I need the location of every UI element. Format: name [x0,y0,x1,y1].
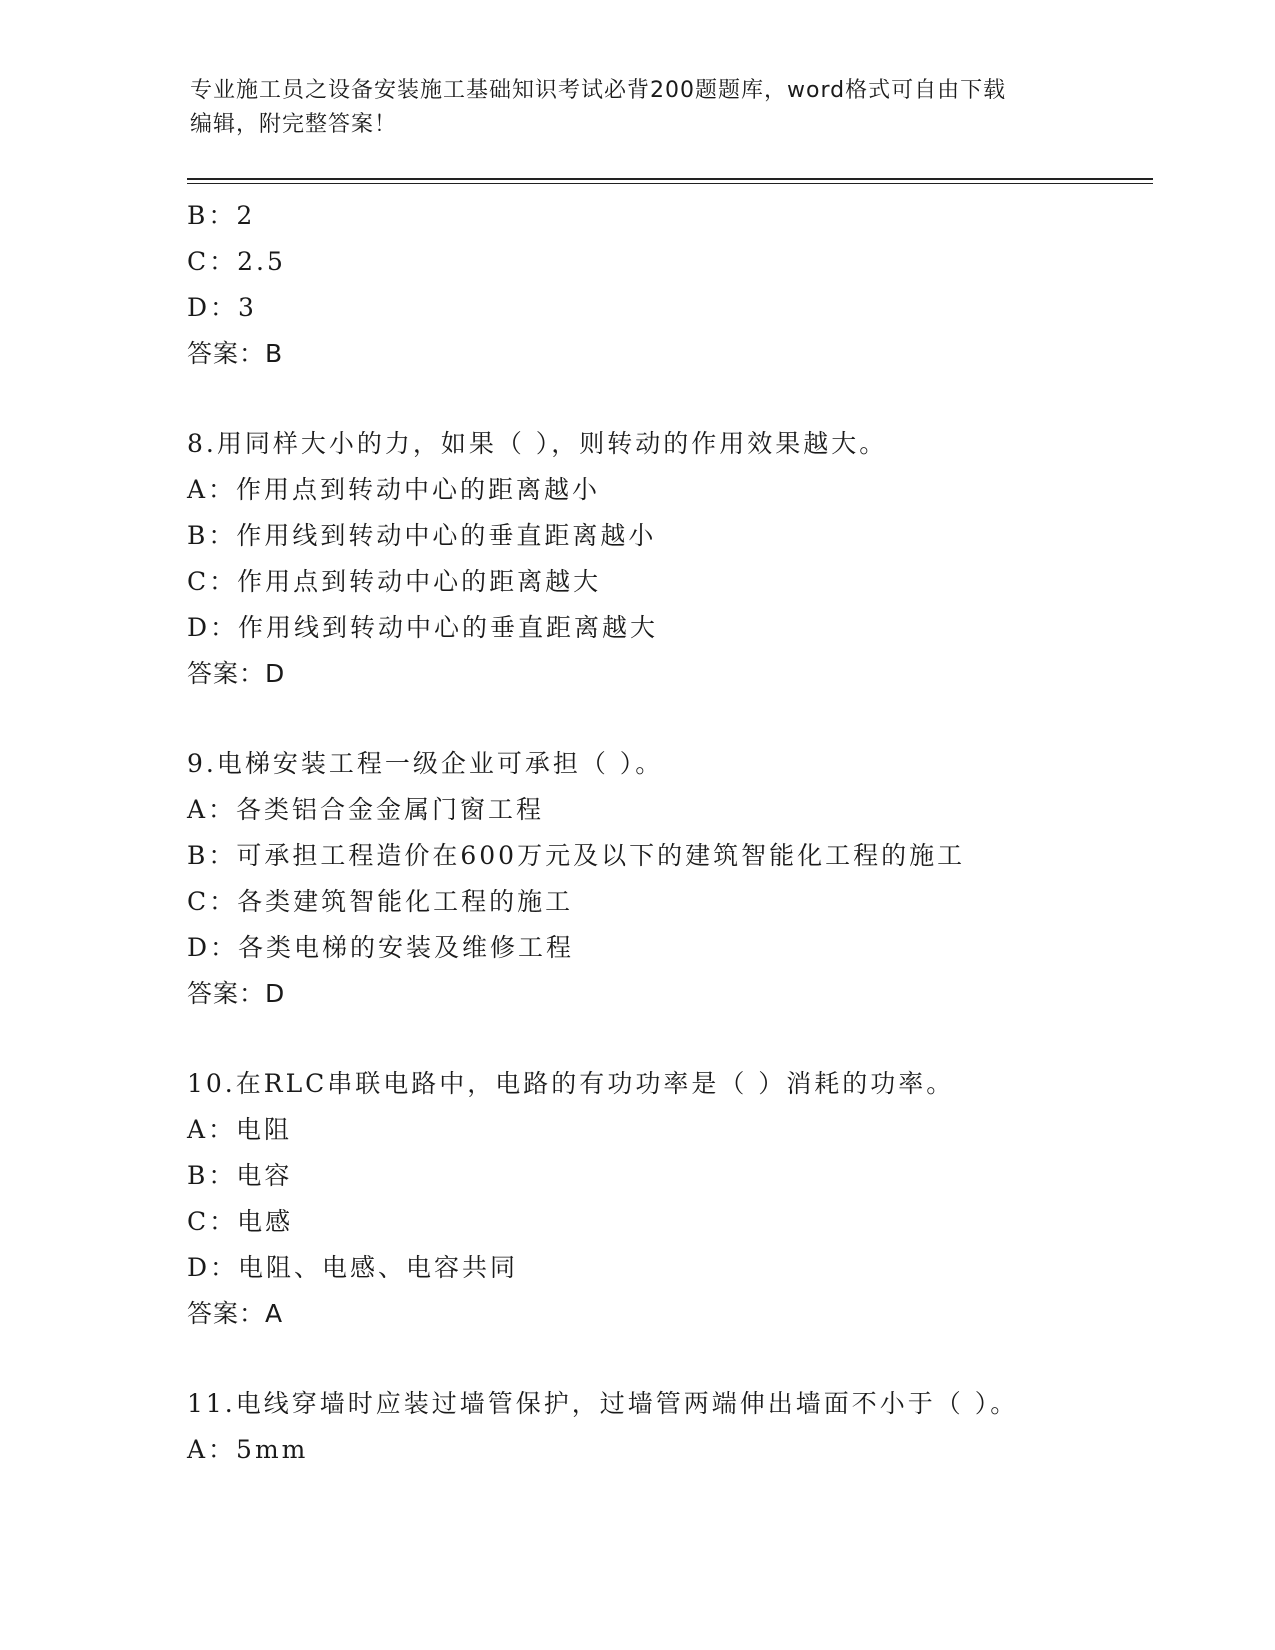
option-d: D：3 [187,293,257,322]
option-d: D：作用线到转动中心的垂直距离越大 [187,613,659,642]
question-9 [187,741,1153,1017]
spacer [187,1017,1153,1061]
spacer [187,697,1153,741]
question-7-continuation [187,193,1153,377]
answer-line: 答案：D [187,979,286,1008]
option-b: B：2 [187,201,256,230]
option-d: D：电阻、电感、电容共同 [187,1253,519,1282]
question-stem: 9.电梯安装工程一级企业可承担（ ）。 [187,749,664,778]
question-8 [187,421,1153,697]
answer-line: 答案：B [187,339,284,368]
option-a: A：作用点到转动中心的距离越小 [187,475,601,504]
document-header [190,74,1090,142]
question-list [187,193,1153,1473]
answer-line: 答案：A [187,1299,284,1328]
option-a: A：电阻 [187,1115,293,1144]
question-stem: 10.在RLC串联电路中，电路的有功功率是（ ）消耗的功率。 [187,1069,955,1098]
header-divider-thin [187,183,1153,184]
option-c: C：各类建筑智能化工程的施工 [187,887,574,916]
option-d: D：各类电梯的安装及维修工程 [187,933,575,962]
question-10 [187,1061,1153,1337]
header-title-line-2: 编辑，附完整答案！ [190,112,398,137]
question-stem: 8.用同样大小的力，如果（ ），则转动的作用效果越大。 [187,429,888,458]
option-c: C：2.5 [187,247,286,276]
option-a: A：5mm [187,1435,309,1464]
option-a: A：各类铝合金金属门窗工程 [187,795,545,824]
option-b: B：可承担工程造价在600万元及以下的建筑智能化工程的施工 [187,841,966,870]
option-c: C：电感 [187,1207,294,1236]
option-c: C：作用点到转动中心的距离越大 [187,567,602,596]
spacer [187,1337,1153,1381]
option-b: B：作用线到转动中心的垂直距离越小 [187,521,657,550]
question-11 [187,1381,1153,1473]
answer-line: 答案：D [187,659,286,688]
header-divider-thick [187,178,1153,180]
question-stem: 11.电线穿墙时应装过墙管保护，过墙管两端伸出墙面不小于（ ）。 [187,1389,1019,1418]
header-title-line-1: 专业施工员之设备安装施工基础知识考试必背200题题库，word格式可自由下载 [190,78,1007,103]
option-b: B：电容 [187,1161,293,1190]
spacer [187,377,1153,421]
